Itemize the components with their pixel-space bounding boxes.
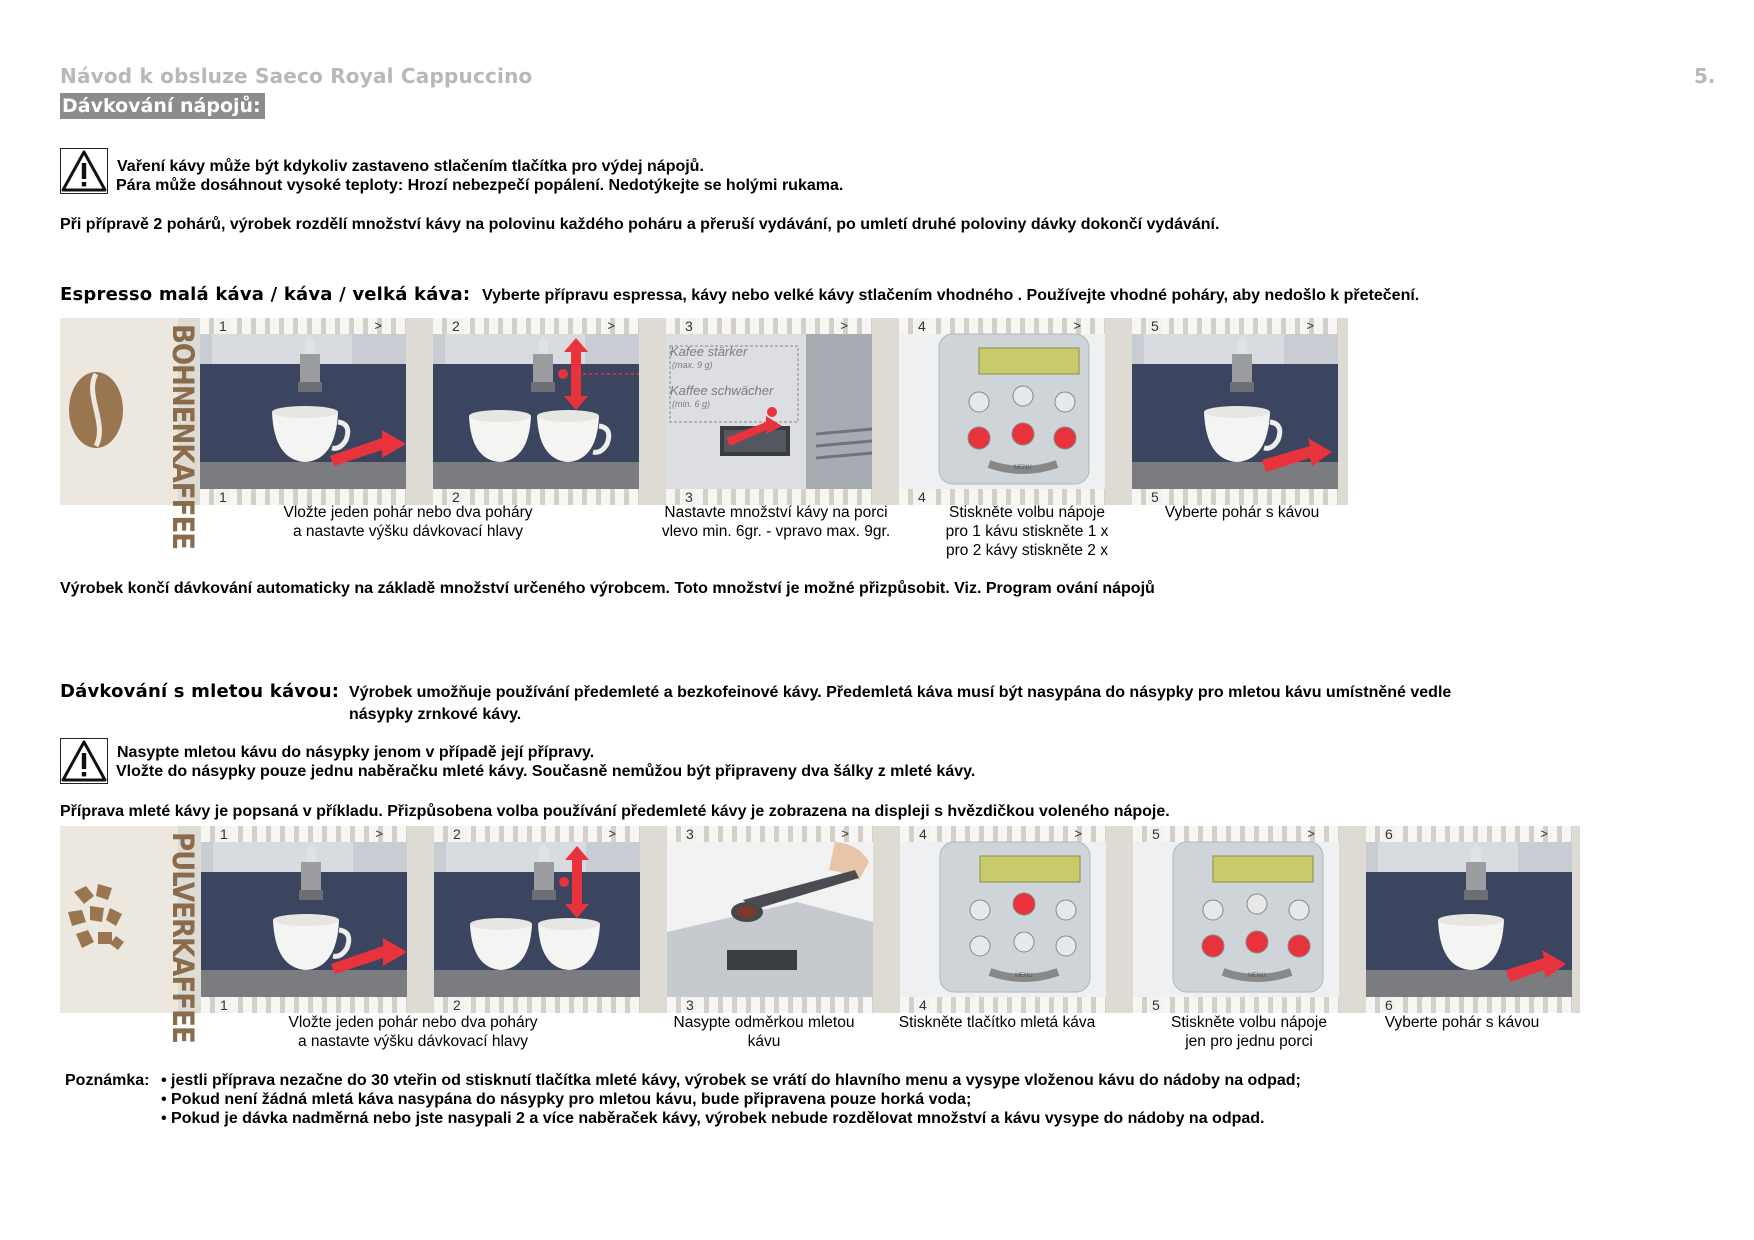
ground-caption-insert-cup: Vložte jeden pohár nebo dva poháry a nastavte výšku dávkovací hlavy — [288, 1014, 538, 1050]
stronger-label-sub: (max. 9 g) — [672, 360, 713, 370]
chevron-right-icon: > — [1307, 826, 1315, 841]
step-number: 3 — [682, 489, 696, 505]
step-number: 3 — [683, 997, 697, 1013]
control-panel-drink-buttons-image — [1133, 842, 1339, 997]
step-number: 1 — [216, 489, 230, 505]
warning-line: Nasypte mletou kávu do násypky jenom v případě její přípravy. — [117, 744, 595, 761]
step-number: 6 — [1382, 826, 1396, 842]
ground-caption-add-scoop: Nasypte odměrkou mletou kávu — [673, 1014, 855, 1050]
ground-step-4-photo — [900, 826, 1106, 1013]
warning-line: Vaření kávy může být kdykoliv zastaveno stlačením tlačítka pro výdej nápojů. — [117, 158, 704, 175]
coffee-machine-two-cups-image — [434, 842, 640, 997]
ground-step-2-photo — [434, 826, 640, 1013]
ground-coffee-description: násypky zrnkové kávy. — [349, 706, 522, 723]
document-title: Návod k obsluze Saeco Royal Cappuccino — [60, 64, 533, 88]
ground-step-1-photo — [201, 826, 407, 1013]
ground-coffee-label: PULVERKAFFEE — [166, 832, 200, 1043]
bean-coffee-label: BOHNENKAFFEE — [166, 324, 200, 550]
weaker-label: Kaffee schwächer — [670, 383, 774, 398]
menu-button-label: MENU — [1014, 465, 1032, 471]
chevron-right-icon: > — [1306, 318, 1314, 333]
control-panel-ground-button-image — [900, 842, 1106, 997]
control-panel-image — [899, 334, 1105, 489]
espresso-caption-set-amount: Nastavte množství kávy na porci vlevo min. 6gr. - vpravo max. 9gr. — [661, 504, 891, 540]
step-number: 1 — [217, 826, 231, 842]
ground-coffee-icon — [64, 878, 128, 958]
ground-coffee-label-panel — [60, 826, 200, 1043]
step-number: 3 — [682, 318, 696, 334]
chevron-right-icon: > — [1074, 826, 1082, 841]
chevron-right-icon: > — [1073, 318, 1081, 333]
coffee-machine-remove-cup-image — [1366, 842, 1572, 997]
espresso-caption-remove-cup: Vyberte pohár s kávou — [1164, 504, 1320, 521]
note-label: Poznámka: — [65, 1072, 150, 1089]
ground-coffee-description: Výrobek umožňuje používání předemleté a bezkofeinové kávy. Předemletá káva musí být nasypána do násypky pro mletou kávu umístněné vedle — [349, 684, 1452, 701]
coffee-strength-selector-image — [666, 334, 872, 489]
section-title: Dávkování nápojů: — [60, 93, 265, 119]
note-item: • jestli příprava nezačne do 30 vteřin od stisknutí tlačítka mleté kávy, výrobek se vrátí do hlavního menu a vysype vloženou kávu do nádoby na odpad; — [161, 1072, 1301, 1089]
weaker-label-sub: (min. 6 g) — [672, 399, 711, 409]
espresso-step-2-photo — [433, 318, 639, 505]
coffee-machine-remove-cup-image — [1132, 334, 1338, 489]
ground-coffee-example-note: Příprava mleté kávy je popsaná v příkladu. Přizpůsobena volba používání předemleté kávy je zobrazena na displeji s hvězdičkou voleného nápoje. — [60, 803, 1170, 820]
espresso-description: Vyberte přípravu espressa, kávy nebo velké kávy stlačením vhodného . Používejte vhodné poháry, aby nedošlo k přetečení. — [482, 287, 1420, 304]
step-number: 2 — [449, 489, 463, 505]
ground-caption-press-ground-button: Stiskněte tlačítko mletá káva — [898, 1014, 1096, 1031]
bean-coffee-label-panel — [60, 318, 200, 550]
step-number: 1 — [216, 318, 230, 334]
espresso-step-3-photo — [666, 318, 872, 505]
espresso-footer-note: Výrobek končí dávkování automaticky na základě množství určeného výrobcem. Toto množství je možné přizpůsobit. Viz. Program ování nápojů — [60, 580, 1155, 597]
chevron-right-icon: > — [840, 318, 848, 333]
ground-caption-press-drink: Stiskněte volbu nápoje jen pro jednu porci — [1171, 1014, 1327, 1050]
chevron-right-icon: > — [841, 826, 849, 841]
step-number: 5 — [1149, 826, 1163, 842]
menu-button-label: MENU — [1015, 973, 1033, 979]
coffee-bean-icon — [66, 368, 126, 452]
chevron-right-icon: > — [607, 318, 615, 333]
chevron-right-icon: > — [374, 318, 382, 333]
espresso-step-4-photo — [899, 318, 1105, 505]
chevron-right-icon: > — [608, 826, 616, 841]
page-number: 5. — [1694, 64, 1716, 88]
ground-step-6-photo — [1366, 826, 1572, 1013]
espresso-step-1-photo — [200, 318, 406, 505]
step-number: 4 — [916, 826, 930, 842]
measuring-scoop-image — [667, 842, 873, 997]
ground-step-5-photo — [1133, 826, 1339, 1013]
note-item: • Pokud je dávka nadměrná nebo jste nasypali 2 a více naběraček kávy, výrobek nebude rozdělovat množství a kávu vysype do nádoby na odpad. — [161, 1110, 1265, 1127]
step-number: 2 — [450, 826, 464, 842]
step-number: 3 — [683, 826, 697, 842]
menu-button-label: MENU — [1248, 973, 1266, 979]
ground-step-3-photo — [667, 826, 873, 1013]
warning-line: Pára může dosáhnout vysoké teploty: Hrozí nebezpečí popálení. Nedotýkejte se holými rukama. — [116, 177, 844, 194]
espresso-caption-insert-cup: Vložte jeden pohár nebo dva poháry a nastavte výšku dávkovací hlavy — [283, 504, 533, 540]
step-number: 4 — [915, 489, 929, 505]
ground-caption-remove-cup: Vyberte pohár s kávou — [1384, 1014, 1540, 1031]
step-number: 5 — [1148, 489, 1162, 505]
coffee-machine-single-cup-image — [201, 842, 407, 997]
step-number: 2 — [449, 318, 463, 334]
step-number: 6 — [1382, 997, 1396, 1013]
espresso-caption-press-drink: Stiskněte volbu nápoje pro 1 kávu stiskněte 1 x pro 2 kávy stiskněte 2 x — [945, 504, 1109, 559]
coffee-machine-single-cup-image — [200, 334, 406, 489]
step-number: 5 — [1148, 318, 1162, 334]
step-number: 1 — [217, 997, 231, 1013]
step-number: 4 — [915, 318, 929, 334]
warning-triangle-icon — [60, 738, 108, 784]
step-number: 2 — [450, 997, 464, 1013]
chevron-right-icon: > — [1540, 826, 1548, 841]
two-cups-note: Při přípravě 2 pohárů, výrobek rozdělí množství kávy na polovinu každého poháru a přeruší vydávání, po umletí druhé poloviny dávky dokončí vydávání. — [60, 216, 1220, 233]
espresso-step-5-photo — [1132, 318, 1338, 505]
espresso-heading: Espresso malá káva / káva / velká káva: — [60, 284, 471, 305]
chevron-right-icon: > — [375, 826, 383, 841]
coffee-machine-two-cups-image — [433, 334, 639, 489]
step-number: 5 — [1149, 997, 1163, 1013]
stronger-label: Kafee stärker — [670, 344, 748, 359]
warning-triangle-icon — [60, 148, 108, 194]
ground-coffee-heading: Dávkování s mletou kávou: — [60, 681, 340, 702]
step-number: 4 — [916, 997, 930, 1013]
warning-line: Vložte do násypky pouze jednu naběračku mleté kávy. Současně nemůžou být připraveny dva šálky z mleté kávy. — [116, 763, 976, 780]
note-item: • Pokud není žádná mletá káva nasypána do násypky pro mletou kávu, bude připravena pouze horká voda; — [161, 1091, 972, 1108]
